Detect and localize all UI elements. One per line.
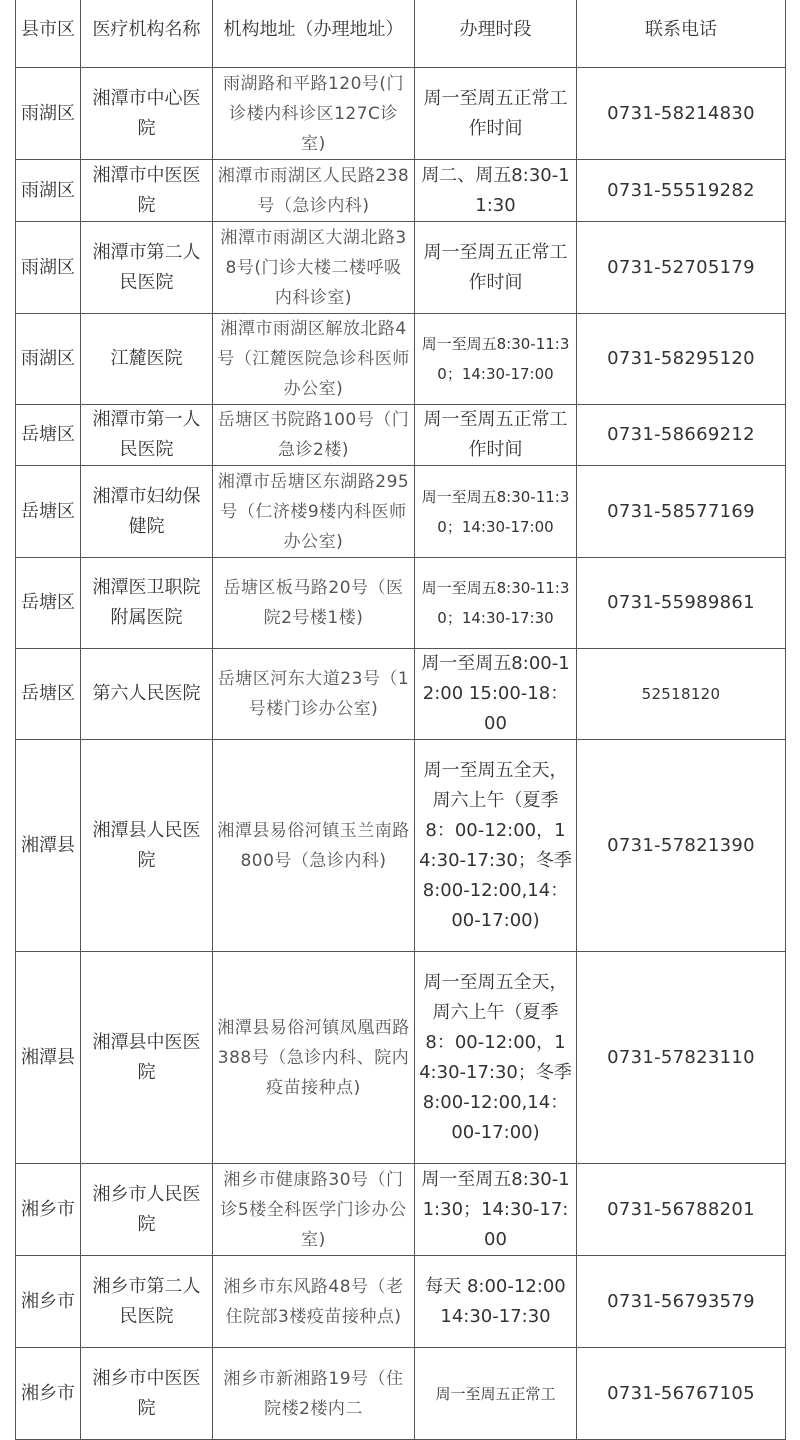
table-row [16,160,786,222]
cell-name: 湘乡市中医医院 [81,1348,213,1440]
cell-hours: 周一至周五8:30-11:30；14:30-17:30 [415,558,577,649]
cell-district: 湘乡市 [16,1348,81,1440]
table-row [16,740,786,952]
cell-phone: 0731-56793579 [577,1256,786,1348]
table-row [16,466,786,558]
cell-phone: 0731-55519282 [577,160,786,222]
table-row [16,649,786,740]
cell-name: 湘潭市第一人民医院 [81,405,213,466]
header-district: 县市区 [16,0,81,68]
cell-address: 湘乡市健康路30号（门诊5楼全科医学门诊办公室) [213,1164,415,1256]
cell-hours: 周一至周五正常工 [415,1348,577,1440]
cell-hours: 周二、周五8:30-11:30 [415,160,577,222]
cell-hours: 周一至周五全天，周六上午（夏季8：00-12:00，14:30-17:30；冬季8:00-12:00,14：00-17:00) [415,740,577,952]
cell-name: 湘潭市中医医院 [81,160,213,222]
cell-phone: 0731-58669212 [577,405,786,466]
table-row [16,222,786,314]
cell-address: 湘潭市雨湖区人民路238号（急诊内科) [213,160,415,222]
table-row [16,1348,786,1440]
cell-hours: 周一至周五全天，周六上午（夏季8：00-12:00，14:30-17:30；冬季8:00-12:00,14：00-17:00) [415,952,577,1164]
cell-hours: 周一至周五8:30-11:30；14:30-17:00 [415,1164,577,1256]
cell-address: 湘潭市雨湖区解放北路4号（江麓医院急诊科医师办公室) [213,314,415,405]
cell-address: 岳塘区河东大道23号（1号楼门诊办公室) [213,649,415,740]
cell-hours: 周一至周五8:30-11:30；14:30-17:00 [415,466,577,558]
cell-district: 湘潭县 [16,952,81,1164]
cell-district: 岳塘区 [16,466,81,558]
cell-address: 湘潭县易俗河镇玉兰南路800号（急诊内科) [213,740,415,952]
cell-name: 湘潭市妇幼保健院 [81,466,213,558]
cell-district: 湘乡市 [16,1164,81,1256]
cell-address: 雨湖路和平路120号(门诊楼内科诊区127C诊室) [213,68,415,160]
cell-address: 湘潭市岳塘区东湖路295号（仁济楼9楼内科医师办公室) [213,466,415,558]
cell-address: 岳塘区书院路100号（门急诊2楼) [213,405,415,466]
header-hours: 办理时段 [415,0,577,68]
clinic-table [15,0,786,1440]
table-row [16,558,786,649]
cell-address: 湘潭县易俗河镇凤凰西路388号（急诊内科、院内疫苗接种点) [213,952,415,1164]
cell-district: 湘乡市 [16,1256,81,1348]
cell-name: 湘潭市中心医院 [81,68,213,160]
table-row [16,405,786,466]
cell-name: 湘乡市第二人民医院 [81,1256,213,1348]
table-row [16,1256,786,1348]
cell-phone: 0731-52705179 [577,222,786,314]
cell-district: 雨湖区 [16,68,81,160]
cell-district: 岳塘区 [16,558,81,649]
header-phone: 联系电话 [577,0,786,68]
cell-district: 雨湖区 [16,314,81,405]
cell-name: 湘潭市第二人民医院 [81,222,213,314]
table-row [16,314,786,405]
cell-hours: 周一至周五正常工作时间 [415,222,577,314]
table-row [16,68,786,160]
cell-phone: 0731-57821390 [577,740,786,952]
cell-name: 湘乡市人民医院 [81,1164,213,1256]
cell-phone: 0731-56767105 [577,1348,786,1440]
cell-name: 第六人民医院 [81,649,213,740]
cell-phone: 0731-57823110 [577,952,786,1164]
header-address: 机构地址（办理地址） [213,0,415,68]
cell-phone: 0731-58295120 [577,314,786,405]
cell-address: 湘乡市东风路48号（老住院部3楼疫苗接种点) [213,1256,415,1348]
header-name: 医疗机构名称 [81,0,213,68]
cell-phone: 0731-58214830 [577,68,786,160]
cell-district: 岳塘区 [16,649,81,740]
cell-name: 湘潭医卫职院附属医院 [81,558,213,649]
cell-hours: 周一至周五8:00-12:00 15:00-18：00 [415,649,577,740]
cell-name: 湘潭县中医医院 [81,952,213,1164]
cell-district: 雨湖区 [16,160,81,222]
cell-name: 江麓医院 [81,314,213,405]
cell-hours: 周一至周五正常工作时间 [415,68,577,160]
table-row [16,1164,786,1256]
table-header-row [16,0,786,68]
table-row [16,952,786,1164]
cell-address: 湘潭市雨湖区大湖北路38号(门诊大楼二楼呼吸内科诊室) [213,222,415,314]
cell-phone: 52518120 [577,649,786,740]
cell-name: 湘潭县人民医院 [81,740,213,952]
cell-address: 岳塘区板马路20号（医院2号楼1楼) [213,558,415,649]
cell-hours: 每天 8:00-12:00 14:30-17:30 [415,1256,577,1348]
cell-hours: 周一至周五正常工作时间 [415,405,577,466]
cell-district: 岳塘区 [16,405,81,466]
cell-phone: 0731-55989861 [577,558,786,649]
cell-phone: 0731-58577169 [577,466,786,558]
cell-hours: 周一至周五8:30-11:30；14:30-17:00 [415,314,577,405]
cell-district: 湘潭县 [16,740,81,952]
cell-address: 湘乡市新湘路19号（住院楼2楼内二 [213,1348,415,1440]
cell-district: 雨湖区 [16,222,81,314]
cell-phone: 0731-56788201 [577,1164,786,1256]
